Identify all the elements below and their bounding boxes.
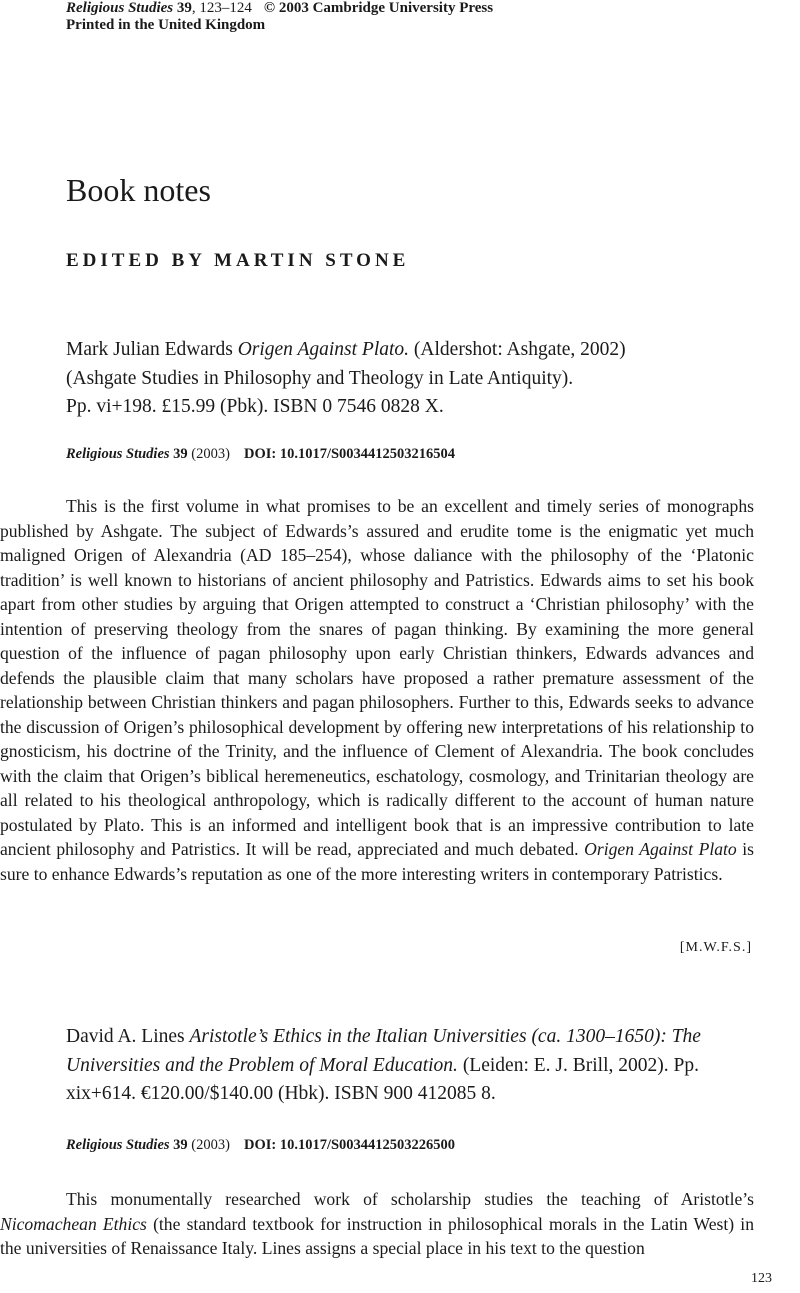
journal-year: (2003): [191, 446, 230, 462]
book-citation: [66, 1023, 756, 1109]
review-body: [0, 494, 754, 886]
book-title-date: (ca. 1300–1650):: [531, 1026, 667, 1047]
book-subtitle: The Universities and the Problem of Moral Education.: [66, 1026, 701, 1076]
review-text-italic: Nicomachean Ethics: [0, 1213, 147, 1234]
header-printed: Printed in the United Kingdom: [66, 17, 266, 33]
book-citation: [66, 336, 756, 422]
book-author: David A. Lines: [66, 1026, 185, 1047]
journal-reference: [66, 1136, 455, 1154]
review-body: [0, 1187, 754, 1261]
header-pages: , 123–124: [191, 0, 252, 16]
editor-line: EDITED BY MARTIN STONE: [66, 250, 410, 271]
journal-name: Religious Studies: [66, 1137, 170, 1153]
journal-volume: 39: [173, 1137, 188, 1153]
doi-link[interactable]: DOI: 10.1017/S0034412503216504: [243, 446, 456, 462]
journal-volume: 39: [173, 446, 188, 462]
page-number: 123: [751, 1271, 772, 1286]
book-author: Mark Julian Edwards: [66, 339, 233, 360]
header-volume: 39: [176, 0, 192, 16]
review-text-italic: Origen Against Plato: [584, 839, 737, 859]
section-title: Book notes: [66, 172, 211, 208]
journal-reference: [66, 445, 455, 463]
journal-name: Religious Studies: [66, 446, 170, 462]
book-series: (Ashgate Studies in Philosophy and Theology in Late Antiquity).: [66, 367, 574, 389]
header-journal: Religious Studies: [66, 0, 174, 16]
book-title: Aristotle’s Ethics in the Italian Universities: [189, 1026, 527, 1047]
header-line-1: [66, 0, 493, 17]
header-copyright: © 2003 Cambridge University Press: [263, 0, 494, 16]
reviewer-initials: [M.W.F.S.]: [679, 940, 752, 955]
book-details: Pp. vi+198. £15.99 (Pbk). ISBN 0 7546 0828 X.: [66, 396, 444, 417]
book-publisher: (Leiden: E. J. Brill, 2002). Pp. xix+614. €120.00/$140.00 (Hbk). ISBN 900 412085 8.: [66, 1054, 699, 1104]
review-text-1: This is the first volume in what promises to be an excellent and timely series of monographs published by Ashgate. The subject of Edwards’s assured and erudite tome is the enigmatic yet much maligned Origen of Alexandria (AD 185–254), whose daliance with the philosophy of the ‘Platonic tradition’ is well known to historians of ancient philosophy and Patristics. Edwards aims to set his book apart from other studies by arguing that Origen attempted to construct a ‘Christian philosophy’ with the intention of preserving theology from the snares of pagan thinking. By examining the more general question of the influence of pagan philosophy upon early Christian thinkers, Edwards advances and defends the plausible claim that many scholars have proposed a rather premature assessment of the relationship between Christian thinkers and pagan philosophers. Further to this, Edwards seeks to advance the discussion of Origen’s philosophical development by offering new interpretations of his relationship to gnosticism, his doctrine of the Trinity, and the influence of Clement of Alexandria. The book concludes with the claim that Origen’s biblical heremeneutics, eschatology, cosmology, and Trinitarian theology are all related to his theological anthropology, which is radically different to the account of human nature postulated by Plato. This is an informed and intelligent book that is an impressive contribution to late ancient philosophy and Patristics. It will be read, appreciated and much debated.: [0, 496, 754, 859]
review-text-2: (the standard textbook for instruction in philosophical morals in the Latin West) in the universities of Renaissance Italy. Lines assigns a special place in his text to the question: [0, 1213, 754, 1258]
doi-link[interactable]: DOI: 10.1017/S0034412503226500: [243, 1137, 456, 1153]
review-text-2: is sure to enhance Edwards’s reputation as one of the more interesting writers in contemporary Patristics.: [0, 839, 755, 884]
journal-year: (2003): [191, 1137, 230, 1153]
book-publisher: (Aldershot: Ashgate, 2002): [413, 339, 626, 360]
book-title: Origen Against Plato.: [237, 339, 410, 360]
review-text-1: This monumentally researched work of scholarship studies the teaching of Aristotle’s: [66, 1189, 754, 1209]
running-header: [66, 0, 493, 34]
